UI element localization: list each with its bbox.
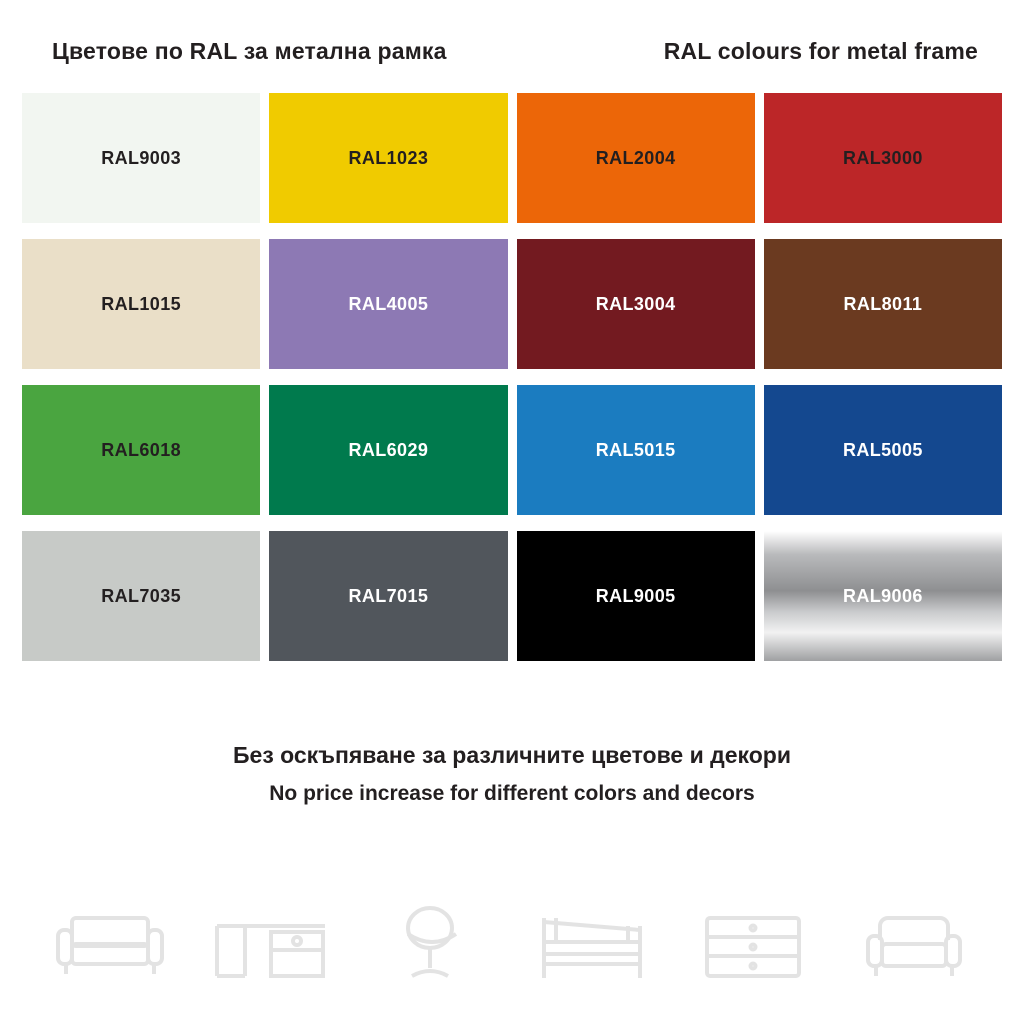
swatch-ral6029[interactable] — [269, 385, 507, 515]
footer-note-english: No price increase for different colors and decors — [269, 782, 755, 805]
swatch-ral5015[interactable] — [517, 385, 755, 515]
sofa-icon — [50, 880, 170, 990]
dresser-icon — [693, 880, 813, 990]
swatch-label: RAL9006 — [842, 585, 923, 606]
swatch-label: RAL9005 — [595, 585, 676, 606]
swatch-label: RAL6029 — [348, 439, 429, 460]
ral-swatch-grid — [22, 93, 1002, 677]
swatch-ral7015[interactable] — [269, 531, 507, 661]
bed-icon — [532, 880, 652, 990]
desk-icon — [211, 880, 331, 990]
heading-bulgarian: Цветове по RAL за метална рамка — [52, 38, 447, 64]
footer-note-bulgarian: Без оскъпяване за различните цветове и декори — [233, 742, 791, 768]
swatch-label: RAL5015 — [595, 439, 676, 460]
swatch-label: RAL1023 — [348, 147, 429, 168]
swatch-ral9006[interactable] — [764, 531, 1002, 661]
swatch-label: RAL6018 — [101, 439, 182, 460]
swatch-ral3000[interactable] — [764, 93, 1002, 223]
swatch-ral1023[interactable] — [269, 93, 507, 223]
furniture-icon-strip — [0, 880, 1024, 990]
swatch-ral2004[interactable] — [517, 93, 755, 223]
swatch-label: RAL3004 — [595, 293, 676, 314]
armchair-icon — [854, 880, 974, 990]
swatch-label: RAL4005 — [348, 293, 429, 314]
swatch-ral3004[interactable] — [517, 239, 755, 369]
swatch-ral9005[interactable] — [517, 531, 755, 661]
swivel-chair-icon — [372, 880, 492, 990]
swatch-ral5005[interactable] — [764, 385, 1002, 515]
swatch-label: RAL8011 — [843, 293, 923, 314]
swatch-label: RAL3000 — [842, 147, 923, 168]
headings-row — [0, 0, 1024, 65]
swatch-label: RAL7015 — [348, 585, 429, 606]
swatch-ral6018[interactable] — [22, 385, 260, 515]
swatch-label: RAL5005 — [842, 439, 923, 460]
swatch-ral4005[interactable] — [269, 239, 507, 369]
swatch-label: RAL9003 — [101, 147, 182, 168]
swatch-label: RAL7035 — [101, 585, 182, 606]
swatch-ral7035[interactable] — [22, 531, 260, 661]
swatch-ral1015[interactable] — [22, 239, 260, 369]
swatch-label: RAL2004 — [595, 147, 676, 168]
heading-english: RAL colours for metal frame — [663, 38, 978, 64]
swatch-ral9003[interactable] — [22, 93, 260, 223]
swatch-ral8011[interactable] — [764, 239, 1002, 369]
swatch-label: RAL1015 — [101, 293, 182, 314]
